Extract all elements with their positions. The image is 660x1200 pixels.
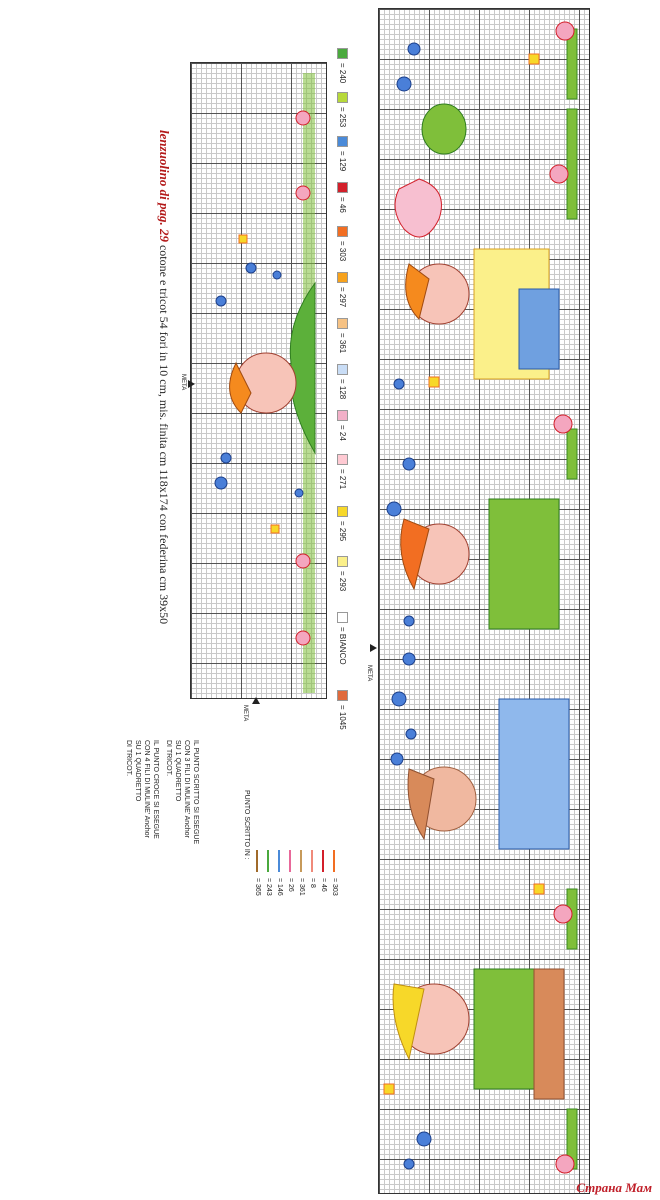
legend-item [337,226,348,261]
legend-code: = 24 [338,425,347,441]
scritto-row: = 26 [285,850,296,896]
legend-code: = 297 [338,287,347,308]
sheet-border-motifs [379,9,589,1193]
meta-label-a2: META [180,374,186,391]
legend-swatch [337,454,348,465]
notes-croce [124,740,160,839]
sheet-border-chart [378,8,590,1194]
legend-item [337,612,348,665]
pattern-title: lenzuolino di pag. 29 [157,130,172,242]
scritto-row: = 361 [296,850,307,896]
pillowcase-chart [190,62,327,699]
legend-code: = 128 [338,379,347,400]
legend-item [337,556,348,591]
legend-code: = 303 [338,241,347,262]
legend-code: = BIANCO [338,627,347,665]
legend-swatch [337,556,348,567]
legend-swatch [337,272,348,283]
note-line: CON 4 FILI DI MULINE' Anchor [143,740,150,838]
legend-code: = 293 [338,571,347,592]
legend-swatch [337,506,348,517]
legend-code: = 46 [338,197,347,213]
legend-swatch [337,318,348,329]
legend-code: = 271 [338,469,347,490]
notes-scritto [164,740,200,844]
scritto-row: = 46 [318,850,329,896]
scritto-row: = 303 [329,850,340,896]
legend-code: = 361 [338,333,347,354]
note-line: SU 1 QUADRETTO [134,740,141,802]
legend-item [337,92,348,127]
legend-swatch [337,92,348,103]
meta-arrow-a1 [252,697,260,704]
scritto-row: = 146 [274,850,285,896]
legend-swatch [337,690,348,701]
legend-item [337,454,348,489]
note-line: DI TRICOT. [125,740,132,777]
scritto-row: = 8 [307,850,318,896]
legend-swatch [337,48,348,59]
legend-item [337,506,348,541]
legend-swatch [337,136,348,147]
meta-label-a1: META [242,705,248,722]
legend-code: = 129 [338,151,347,172]
scritto-row: = 365 [252,850,263,896]
pillowcase-motifs [191,63,326,698]
legend-item [337,690,348,730]
punto-scritto-label: PUNTO SCRITTO IN : [243,790,250,860]
legend-code: = 240 [338,63,347,84]
legend-item [337,48,348,83]
legend-item [337,272,348,307]
meta-arrow-b [370,644,377,652]
note-line: IL PUNTO SCRITTO SI ESEGUE [192,740,199,845]
legend-item [337,364,348,399]
legend-swatch [337,612,348,623]
legend-swatch [337,226,348,237]
legend-swatch [337,182,348,193]
legend-code: = 1045 [338,705,347,730]
legend-item [337,182,348,213]
note-line: CON 3 FILI DI MULINE' Anchor [183,740,190,838]
legend-swatch [337,410,348,421]
legend-item [337,410,348,441]
legend-code: = 295 [338,521,347,542]
pattern-subtitle: cotone e tricot 54 fori in 10 cm, mis. finita cm 118x174 con federina cm 39x50 [157,244,171,625]
meta-arrow-a2 [188,380,195,388]
pattern-title-block [156,130,172,624]
scritto-row: = 243 [263,850,274,896]
watermark: Страна Мам [576,1180,652,1195]
note-line: DI TRICOT. [165,740,172,777]
meta-label-b: META [366,665,372,682]
punto-scritto-list [252,850,340,896]
legend-item [337,136,348,171]
legend-swatch [337,364,348,375]
note-line: SU 1 QUADRETTO [174,740,181,802]
legend-item [337,318,348,353]
note-line: IL PUNTO CROCE SI ESEGUE [152,740,159,839]
legend-code: = 253 [338,107,347,128]
